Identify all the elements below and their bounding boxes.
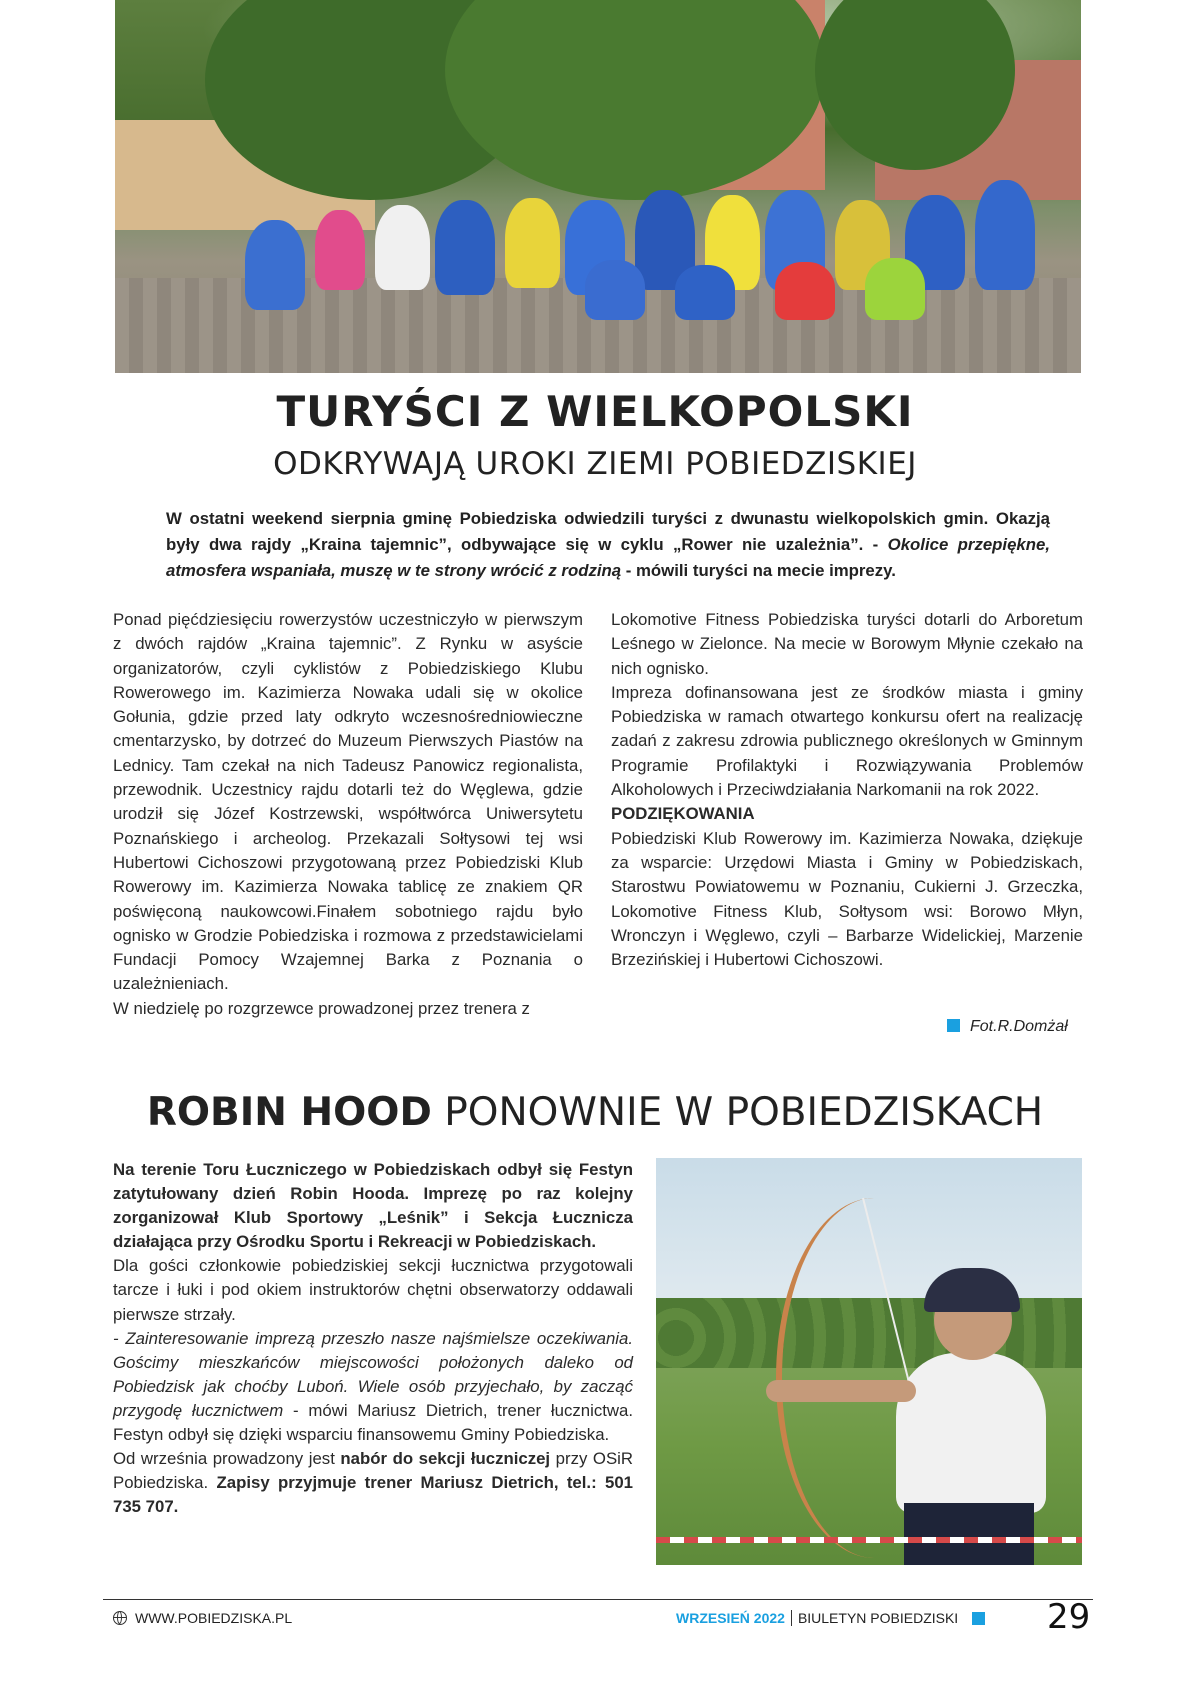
archery-photo (656, 1158, 1082, 1565)
paragraph: Impreza dofinansowana jest ze środków miasta i gminy Pobiedziska w ramach otwartego konkursu ofert na realizację zadań z zakresu zdrowia publicznego określonych w Gminnym Programie Profilaktyki i Rozwiązywania Problemów Alkoholowych i Przeciwdziałania Narkomanii na rok 2022. (611, 682, 1083, 800)
article-column-left (113, 608, 583, 1021)
page-number: 29 (1047, 1597, 1091, 1637)
paragraph: Dla gości członkowie pobiedziskiej sekcji łucznictwa przygotowali tarcze i łuki i pod okiem instruktorów chętni obserwatorzy oddawali pierwsze strzały. (113, 1256, 633, 1324)
article2-lead: Na terenie Toru Łuczniczego w Pobiedziskach odbył się Festyn zatytułowany dzień Robin Hooda. Imprezę po raz kolejny zorganizował Klub Sportowy „Leśnik” i Sekcja Łucznicza działająca przy Ośrodku Sportu i Rekreacji w Pobiedziskach. (113, 1160, 633, 1252)
cyclists-group-photo (115, 0, 1081, 373)
article2-body (113, 1158, 633, 1519)
paragraph: W niedzielę po rozgrzewce prowadzonej przez trenera z (113, 998, 530, 1018)
article-title: TURYŚCI Z WIELKOPOLSKI (276, 387, 914, 436)
paragraph: Lokomotive Fitness Pobiedziska turyści dotarli do Arboretum Leśnego w Zielonce. Na mecie w Borowym Młynie czekało na nich ognisko. (611, 610, 1083, 678)
quote: - Zainteresowanie imprezą przeszło nasze najśmielsze oczekiwania. Gościmy mieszkańców miejscowości położonych daleko od Pobiedzisk jak choćby Luboń. Wiele osób przyjechało, by zacząć przygodę łucznictwem - mówi Mariusz Dietrich, trener łucznictwa. Festyn odbył się dzięki wsparciu finansowemu Gminy Pobiedziska. (113, 1328, 633, 1445)
footer-website[interactable]: WWW.POBIEDZISKA.PL (113, 1610, 292, 1626)
article2-title: ROBIN HOOD PONOWNIE W POBIEDZISKACH (146, 1090, 1044, 1135)
article-column-right (611, 608, 1083, 972)
square-bullet-icon (947, 1019, 960, 1032)
article-subtitle: ODKRYWAJĄ UROKI ZIEMI POBIEDZISKIEJ (273, 446, 917, 482)
footer-issue (676, 1610, 985, 1626)
paragraph: Od września prowadzony jest nabór do sekcji łuczniczej przy OSiR Pobiedziska. Zapisy przyjmuje trener Mariusz Dietrich, tel.: 501 735 707. (113, 1449, 634, 1517)
square-bullet-icon (972, 1612, 985, 1625)
photo-credit: Fot.R.Domżał (947, 1018, 1068, 1036)
paragraph: Ponad pięćdziesięciu rowerzystów uczestniczyło w pierwszym z dwóch rajdów „Kraina tajemnic”. Z Rynku w asyście organizatorów, czyli cyklistów z Pobiedziskiego Klubu Rowerowego im. Kazimierza Nowaka udali się w okolice Gołunia, gdzie przed laty odkryto wczesnośredniowieczne cmentarzysko, by dotrzeć do Muzeum Pierwszych Piastów na Lednicy. Tam czekał na nich Tadeusz Panowicz regionalista, przewodnik. Uczestnicy rajdu dotarli też do Węglewa, gdzie urodził się Józef Kostrzewski, współtwórca Uniwersytetu Poznańskiego i archeolog. Przekazali Sołtysowi tej wsi Hubertowi Cichoszowi przygotowaną przez Pobiedziski Klub Rowerowy im. Kazimierza Nowaka tablicę ze znakiem QR poświęconą naukowcowi.Finałem sobotniego rajdu było ognisko w Grodzie Pobiedziska i rozmowa z przedstawicielami Fundacji Pomocy Wzajemnej Barka z Poznania o uzależnieniach. (113, 610, 583, 994)
issue-date: WRZESIEŃ 2022 (676, 1610, 785, 1626)
thanks-heading: PODZIĘKOWANIA (611, 804, 755, 824)
paragraph: Pobiedziski Klub Rowerowy im. Kazimierza Nowaka, dziękuje za wsparcie: Urzędowi Miasta i Gminy w Pobiedziskach, Starostwu Powiatowemu w Poznaniu, Cukierni J. Grzeczka, Lokomotive Fitness Klub, Sołtysom wsi: Borowo Młyn, Wronczyn i Węglewo, czyli – Barbarze Widelickiej, Marzenie Brzezińskiej i Hubertowi Cichoszowi. (611, 828, 1083, 970)
publication-name: BIULETYN POBIEDZISKI (797, 1610, 959, 1626)
footer-divider (103, 1599, 1093, 1600)
article-lead: W ostatni weekend sierpnia gminę Pobiedziska odwiedzili turyści z dwunastu wielkopolskich gmin. Okazją były dwa rajdy „Kraina tajemnic”, odbywające się w cyklu „Rower nie uzależnia”. - Okolice przepiękne, atmosfera wspaniała, muszę w te strony wrócić z rodziną - mówili turyści na mecie imprezy. (166, 509, 1050, 580)
globe-icon (113, 1611, 127, 1625)
